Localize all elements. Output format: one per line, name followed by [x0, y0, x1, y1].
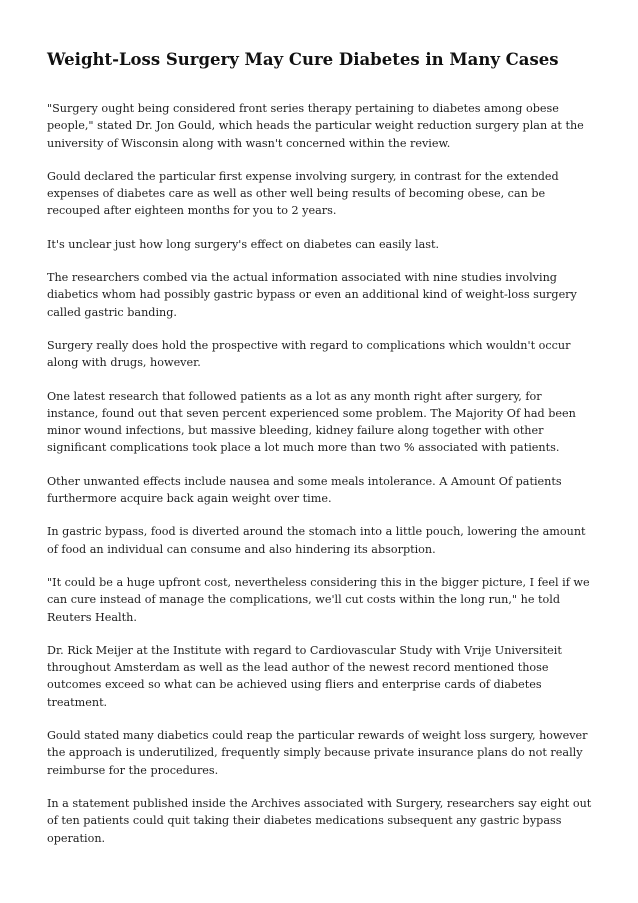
- paragraph-5: Surgery really does hold the prospective with regard to complications which wouldn't occur along with drugs, however.: [47, 338, 571, 370]
- paragraph-4: The researchers combed via the actual information associated with nine studies involving diabetics whom had possibly gastric bypass or even an additional kind of weight-loss surgery called gastric banding.: [47, 271, 577, 319]
- paragraph-9: "It could be a huge upfront cost, nevertheless considering this in the bigger picture, I feel if we can cure instead of manage the complications, we'll cut costs within the long run," he told Reuters Health.: [47, 575, 590, 624]
- paragraph-8: In gastric bypass, food is diverted around the stomach into a little pouch, lowering the amount of food an individual can consume and also hindering its absorption.: [47, 525, 586, 556]
- paragraph-10: Dr. Rick Meijer at the Institute with regard to Cardiovascular Study with Vrije Universiteit throughout Amsterdam as well as the lead author of the newest record mentioned those outcomes exceed so what can be achieved using fliers and enterprise cards of diabetes treatment.: [47, 643, 562, 709]
- paragraph-3: It's unclear just how long surgery's effect on diabetes can easily last.: [47, 237, 440, 251]
- paragraph-6: One latest research that followed patients as a lot as any month right after surgery, for instance, found out that seven percent experienced some problem. The Majority Of had been minor wound infections, but massive bleeding, kidney failure along together with other significant complications took place a lot much more than two % associated with patients.: [47, 389, 576, 455]
- paragraph-2: Gould declared the particular first expense involving surgery, in contrast for the extended expenses of diabetes care as well as other well being results of becoming obese, can be recouped after eighteen months for you to 2 years.: [47, 169, 559, 218]
- document-title: Weight-Loss Surgery May Cure Diabetes in Many Cases: [47, 50, 559, 69]
- paragraph-7: Other unwanted effects include nausea and some meals intolerance. A Amount Of patients furthermore acquire back again weight over time.: [47, 474, 562, 506]
- paragraph-11: Gould stated many diabetics could reap the particular rewards of weight loss surgery, however the approach is underutilized, frequently simply because private insurance plans do not really reimburse for the procedures.: [47, 729, 588, 777]
- paragraph-1: "Surgery ought being considered front series therapy pertaining to diabetes among obese people," stated Dr. Jon Gould, which heads the particular weight reduction surgery plan at the university of Wisconsin along with wasn't concerned within the review.: [47, 102, 584, 150]
- paragraph-12: In a statement published inside the Archives associated with Surgery, researchers say eight out of ten patients could quit taking their diabetes medications subsequent any gastric bypass operation.: [47, 796, 592, 845]
- document-page: [47, 48, 595, 863]
